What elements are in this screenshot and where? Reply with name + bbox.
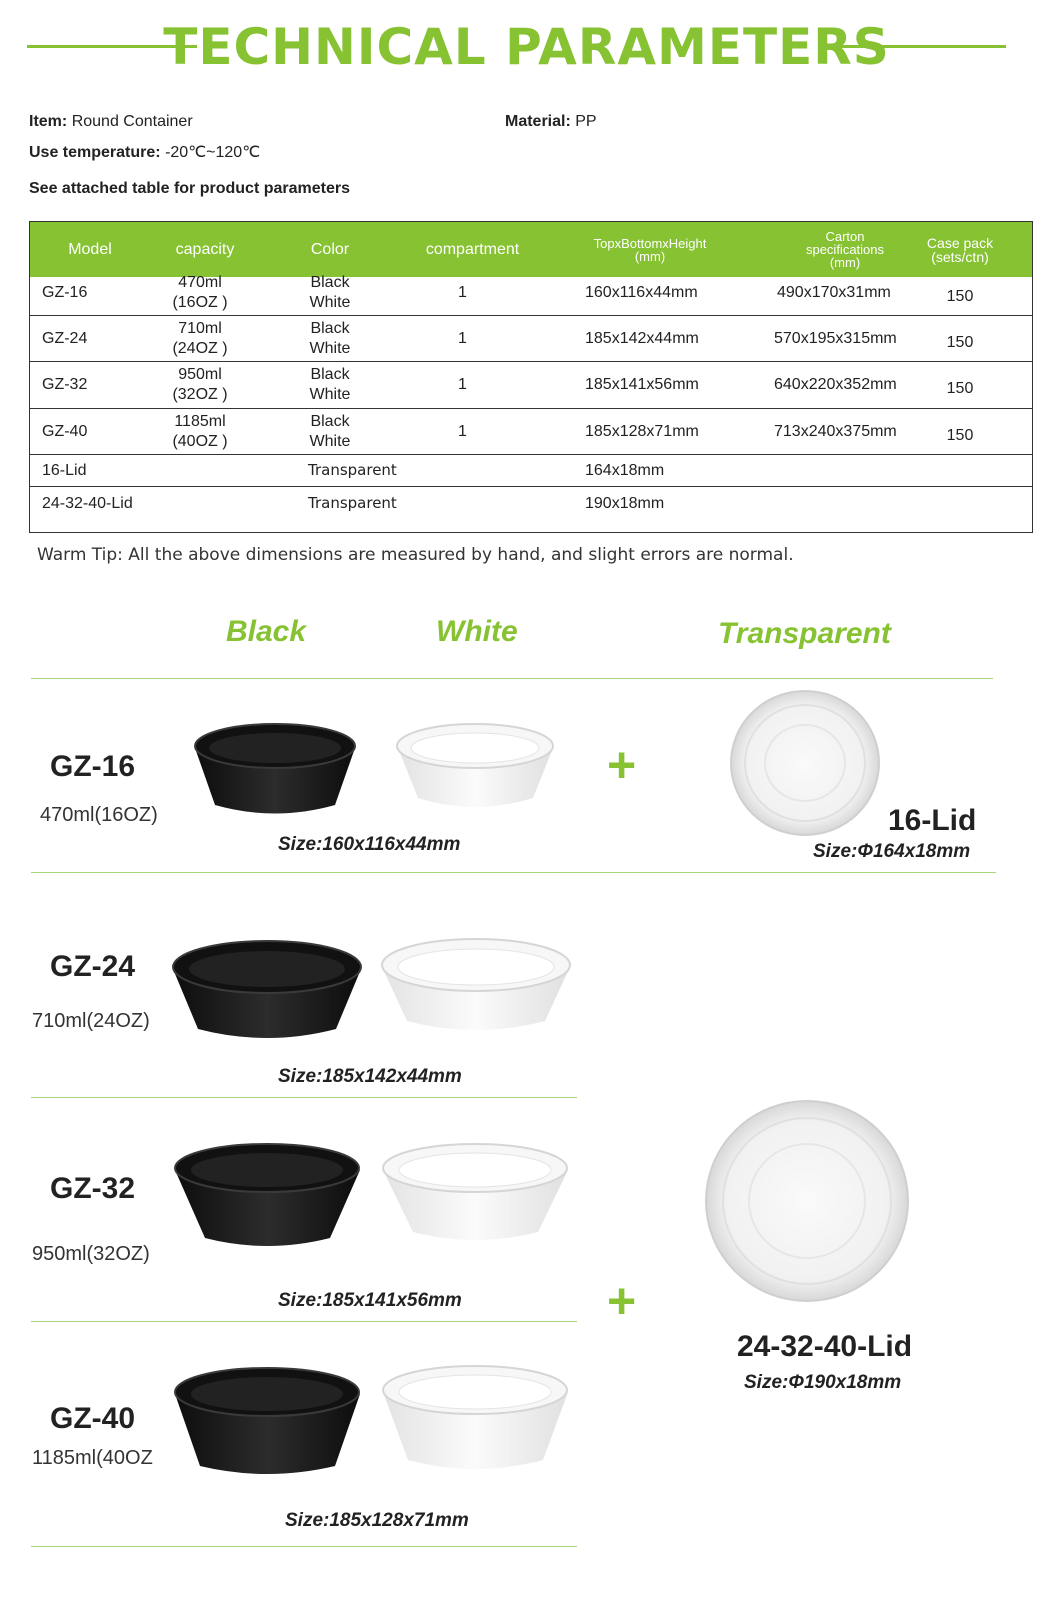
cell-carton: 570x195x315mm — [774, 329, 897, 347]
material-info — [505, 113, 597, 131]
cell-color: Transparent — [308, 494, 397, 513]
spec-table — [29, 221, 1033, 533]
temperature-label: Use temperature: — [29, 144, 161, 161]
bowl-white-icon — [378, 1140, 573, 1245]
cell-size: 185x141x56mm — [585, 376, 699, 393]
size-label: Size:160x116x44mm — [278, 834, 461, 855]
header-compartment: compartment — [425, 240, 520, 258]
cell-size: 164x18mm — [585, 461, 665, 479]
cell-capacity-ml: 710ml — [178, 319, 222, 337]
table-row-lid — [30, 486, 1032, 520]
cell-capacity-oz: (24OZ ) — [172, 339, 228, 357]
bowl-white-icon — [378, 1362, 573, 1474]
header-size-line1: TopxBottomxHeight — [593, 235, 707, 251]
table-row — [30, 270, 1032, 316]
bowl-black-icon — [190, 720, 360, 820]
cell-model: GZ-16 — [42, 284, 88, 301]
cell-compartment: 1 — [458, 422, 467, 440]
cell-color — [295, 362, 365, 408]
cell-capacity — [150, 362, 250, 408]
cell-model: 16-Lid — [42, 461, 87, 479]
cell-capacity-ml: 950ml — [178, 366, 222, 383]
section-divider — [31, 1097, 577, 1098]
lid-24-32-40-icon — [703, 1098, 911, 1304]
table-row — [30, 361, 1032, 408]
table-row-lid — [30, 454, 1032, 486]
cell-capacity-oz: (40OZ ) — [172, 432, 228, 450]
heading-black: Black — [226, 615, 307, 648]
cell-color-2: White — [309, 432, 351, 450]
lid-16-icon — [728, 688, 883, 838]
warm-tip: Warm Tip: All the above dimensions are measured by hand, and slight errors are normal. — [37, 545, 794, 565]
cell-size: 190x18mm — [585, 494, 665, 512]
model-capacity: 710ml(24OZ) — [32, 1010, 150, 1032]
section-divider — [31, 1321, 577, 1322]
cell-model: GZ-32 — [42, 376, 88, 393]
table-row — [30, 408, 1032, 454]
header-capacity: capacity — [175, 240, 235, 258]
cell-compartment: 1 — [458, 376, 467, 393]
bowl-black-icon — [170, 1364, 365, 1479]
cell-model: 24-32-40-Lid — [42, 494, 133, 512]
cell-color-2: White — [309, 339, 351, 357]
cell-color — [295, 270, 365, 316]
section-divider — [31, 872, 996, 873]
header-pack-line1: Case pack — [926, 234, 994, 251]
model-capacity: 950ml(32OZ) — [32, 1243, 150, 1265]
model-name: GZ-40 — [50, 1402, 136, 1435]
cell-size: 160x116x44mm — [585, 284, 698, 301]
model-name: GZ-16 — [50, 750, 136, 783]
lid-name: 16-Lid — [888, 804, 977, 837]
cell-compartment: 1 — [458, 329, 467, 347]
bowl-black-icon — [168, 937, 366, 1045]
plus-icon: + — [607, 1273, 637, 1329]
item-info — [29, 113, 193, 131]
size-label: Size:185x142x44mm — [278, 1066, 462, 1087]
material-value: PP — [575, 113, 597, 130]
item-label: Item: — [29, 113, 68, 130]
section-divider — [31, 678, 993, 679]
size-label: Size:185x141x56mm — [278, 1290, 462, 1311]
temperature-value: -20℃~120℃ — [165, 144, 261, 161]
header-carton-line2: specifications — [805, 242, 885, 257]
cell-pack: 150 — [946, 380, 974, 397]
cell-carton: 490x170x31mm — [777, 284, 891, 301]
header-size — [570, 222, 730, 277]
bowl-black-icon — [170, 1140, 365, 1250]
table-header-row — [30, 222, 1032, 277]
cell-color-1: Black — [310, 274, 350, 291]
model-capacity: 1185ml(40OZ — [32, 1447, 153, 1469]
cell-capacity — [150, 316, 250, 361]
header-carton-line1: Carton — [825, 229, 865, 244]
model-name: GZ-24 — [50, 950, 136, 983]
cell-size: 185x142x44mm — [585, 329, 699, 347]
cell-capacity-oz: (32OZ ) — [172, 386, 228, 403]
cell-size: 185x128x71mm — [585, 422, 699, 440]
cell-color-1: Black — [310, 412, 350, 430]
table-row — [30, 315, 1032, 361]
page-title: TECHNICAL PARAMETERS — [163, 18, 890, 76]
cell-color-1: Black — [310, 366, 350, 383]
header-carton-line3: (mm) — [829, 255, 861, 270]
cell-capacity — [150, 270, 250, 316]
cell-capacity-oz: (16OZ ) — [172, 294, 228, 311]
table-note-text: See attached table for product parameters — [29, 180, 350, 197]
table-note — [29, 180, 350, 198]
cell-color-2: White — [309, 386, 351, 403]
heading-transparent: Transparent — [718, 617, 891, 650]
cell-model: GZ-24 — [42, 329, 88, 347]
section-divider — [31, 1546, 577, 1547]
cell-model: GZ-40 — [42, 422, 88, 440]
bowl-white-icon — [377, 935, 575, 1035]
header-pack-line2: (sets/ctn) — [931, 248, 989, 265]
lid-size-label: Size:Φ190x18mm — [744, 1372, 902, 1393]
cell-capacity-ml: 1185ml — [174, 412, 226, 430]
cell-color — [295, 409, 365, 454]
item-value: Round Container — [71, 113, 193, 130]
material-label: Material: — [505, 113, 571, 130]
header-pack — [915, 222, 1005, 277]
cell-color: Transparent — [308, 461, 397, 480]
cell-color-2: White — [309, 294, 351, 311]
cell-color-1: Black — [310, 319, 350, 337]
cell-compartment: 1 — [458, 284, 467, 301]
model-name: GZ-32 — [50, 1172, 136, 1205]
header-model: Model — [68, 240, 112, 258]
model-capacity: 470ml(16OZ) — [40, 804, 158, 826]
size-label: Size:185x128x71mm — [285, 1510, 469, 1531]
cell-pack: 150 — [946, 426, 974, 444]
cell-carton: 713x240x375mm — [774, 422, 897, 440]
cell-capacity — [150, 409, 250, 454]
cell-carton: 640x220x352mm — [774, 376, 897, 393]
cell-capacity-ml: 470ml — [178, 274, 222, 291]
header-color: Color — [310, 240, 350, 258]
lid-name: 24-32-40-Lid — [737, 1330, 913, 1363]
bowl-white-icon — [393, 718, 558, 813]
heading-white: White — [436, 615, 518, 648]
header-carton — [790, 222, 900, 277]
plus-icon: + — [607, 737, 637, 793]
lid-size-label: Size:Φ164x18mm — [813, 841, 971, 862]
cell-color — [295, 316, 365, 361]
header-size-line2: (mm) — [634, 248, 666, 264]
cell-pack: 150 — [946, 288, 974, 305]
temperature-info — [29, 142, 260, 162]
cell-pack: 150 — [946, 333, 974, 351]
